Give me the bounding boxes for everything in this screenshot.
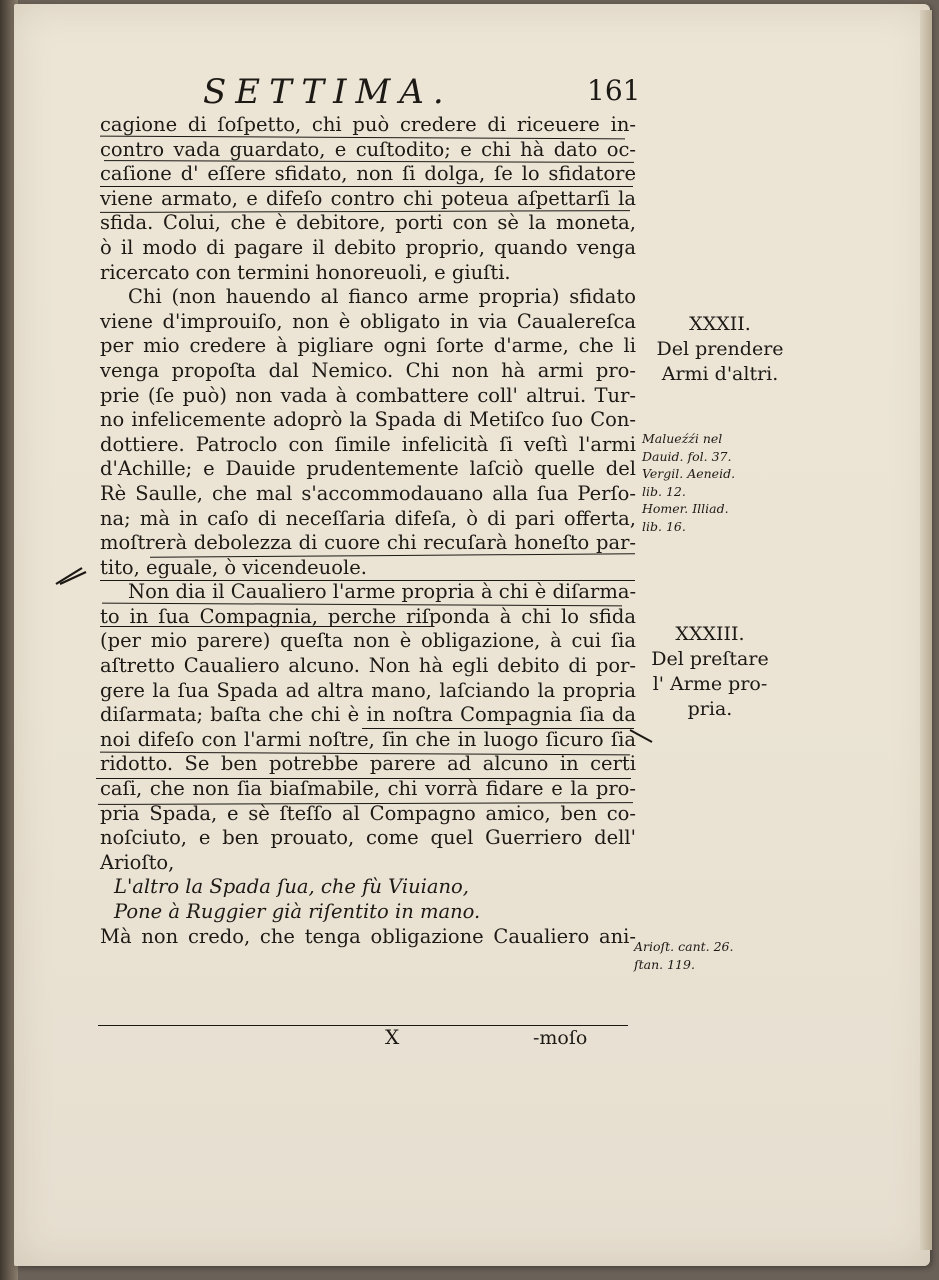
margin-note-ariosto [634, 938, 733, 973]
text-line: ridotto. Se ben potrebbe parere ad alcuno in certi [100, 752, 636, 776]
text-line: contro vada guardato, e cuſtodito; e chi hà dato oc- [100, 137, 636, 161]
margin-section-32 [640, 312, 800, 387]
text-line: to in ſua Compagnia, perche riſponda à chi lo sfida [100, 604, 636, 628]
text-line: ricercato con termini honoreuoli, e giuſti. [100, 260, 511, 284]
text-line: noi difeſo con l'armi noſtre, ſin che in luogo ſicuro ſia [100, 727, 636, 751]
text-line: pria Spada, e sè ſteſſo al Compagno amico, ben co- [100, 801, 636, 825]
pen-underline [362, 728, 634, 729]
section-number: XXXII. [689, 313, 751, 335]
verse-line: L'altro la Spada ſua, che fù Viuiano, [114, 875, 469, 899]
text-line: cagione di ſoſpetto, chi può credere di riceuere in- [100, 113, 636, 136]
text-line: prie (ſe può) non vada à combattere coll' altrui. Tur- [100, 383, 636, 407]
text-line: no infelicemente adoprò la Spada di Metiſco ſuo Con- [100, 408, 636, 432]
pen-underline [96, 778, 631, 779]
note-line: Arioſt. cant. 26. [634, 939, 734, 954]
running-title: SETTIMA. [203, 72, 453, 112]
section-title-line: l' Arme pro- [652, 673, 768, 695]
text-line: Arioſto, [100, 850, 175, 874]
catchword: -moſo [533, 1027, 588, 1049]
margin-section-33 [640, 622, 780, 722]
text-line: ò il modo di pagare il debito proprio, quando venga [100, 235, 636, 259]
section-title-line: Armi d'altri. [661, 363, 779, 385]
text-line: Mà non credo, che tenga obligazione Caualiero ani- [100, 924, 636, 948]
text-line: caſi, che non ſia biaſmabile, chi vorrà fidare e la pro- [100, 777, 636, 801]
margin-note-virgil [642, 465, 735, 500]
text-line: diſarmata; baſta che chi è in noſtra Compagnia ſia da [100, 703, 636, 727]
pen-underline [100, 186, 633, 187]
text-line: moſtrerà debolezza di cuore chi recuſarà honeſto par- [100, 531, 636, 555]
verse-line: Pone à Ruggier già riſentito in mano. [114, 900, 481, 923]
note-line: Homer. Illiad. [642, 501, 729, 516]
body-text [100, 113, 636, 949]
note-line: Malueźźi nel [642, 431, 723, 446]
text-line: dottiere. Patroclo con ſimile infelicità ſi veſtì l'armi [100, 432, 636, 456]
text-line: viene d'improuiſo, non è obligato in via Caualereſca [100, 309, 636, 333]
section-number: XXXIII. [675, 623, 745, 645]
text-line: per mio credere à pigliare ogni ſorte d'arme, che li [100, 334, 636, 358]
note-line: ſtan. 119. [634, 956, 695, 972]
note-line: Dauid. fol. 37. [642, 448, 732, 464]
pen-mark-icon [628, 726, 656, 746]
text-line: viene armato, e difeſo contro chi poteua aſpettarſi la [100, 186, 636, 210]
text-line: Chi (non hauendo al fianco arme propria) sfidato [128, 285, 636, 309]
note-line: lib. 16. [642, 518, 686, 534]
pen-underline [98, 1025, 628, 1026]
section-title-line: Del preſtare [651, 648, 769, 670]
text-line: d'Achille; e Dauide prudentemente laſciò quelle del [100, 457, 636, 481]
text-line: venga propoſta dal Nemico. Chi non hà armi pro- [100, 358, 636, 382]
section-title-line: pria. [687, 698, 733, 720]
text-line: aſtretto Caualiero alcuno. Non hà egli debito di por- [100, 654, 636, 678]
note-line: Vergil. Aeneid. [642, 466, 736, 481]
text-line: Non dia il Caualiero l'arme propria à chi è diſarma- [128, 580, 637, 604]
text-line: (per mio parere) queſta non è obligazione, à cui ſia [100, 629, 636, 653]
running-header [195, 72, 655, 112]
text-line: Rè Saulle, che mal s'accommodauano alla ſua Perſo- [100, 481, 636, 505]
pen-underline [100, 626, 430, 627]
signature-mark: X [385, 1025, 400, 1049]
page-number: 161 [587, 74, 641, 107]
pen-underline [100, 580, 635, 581]
section-title-line: Del prendere [656, 338, 784, 360]
text-line: sfida. Colui, che è debitore, porti con sè la moneta, [100, 211, 636, 235]
page-edge [920, 10, 932, 1250]
text-line: tito, eguale, ò vicendeuole. [100, 555, 367, 579]
text-line: gere la ſua Spada ad altra mano, laſciando la propria [100, 678, 636, 702]
margin-note-malvezzi [642, 430, 731, 465]
text-line: na; mà in caſo di neceſſaria difeſa, ò di pari offerta, [100, 506, 636, 530]
margin-note-homer [642, 500, 729, 535]
note-line: lib. 12. [642, 483, 686, 499]
pen-mark-icon [52, 560, 92, 588]
text-line: noſciuto, e ben prouato, come quel Guerriero dell' [100, 826, 636, 850]
text-line: caſione d' eſſere sfidato, non ſi dolga, ſe lo sfidatore [100, 162, 636, 186]
